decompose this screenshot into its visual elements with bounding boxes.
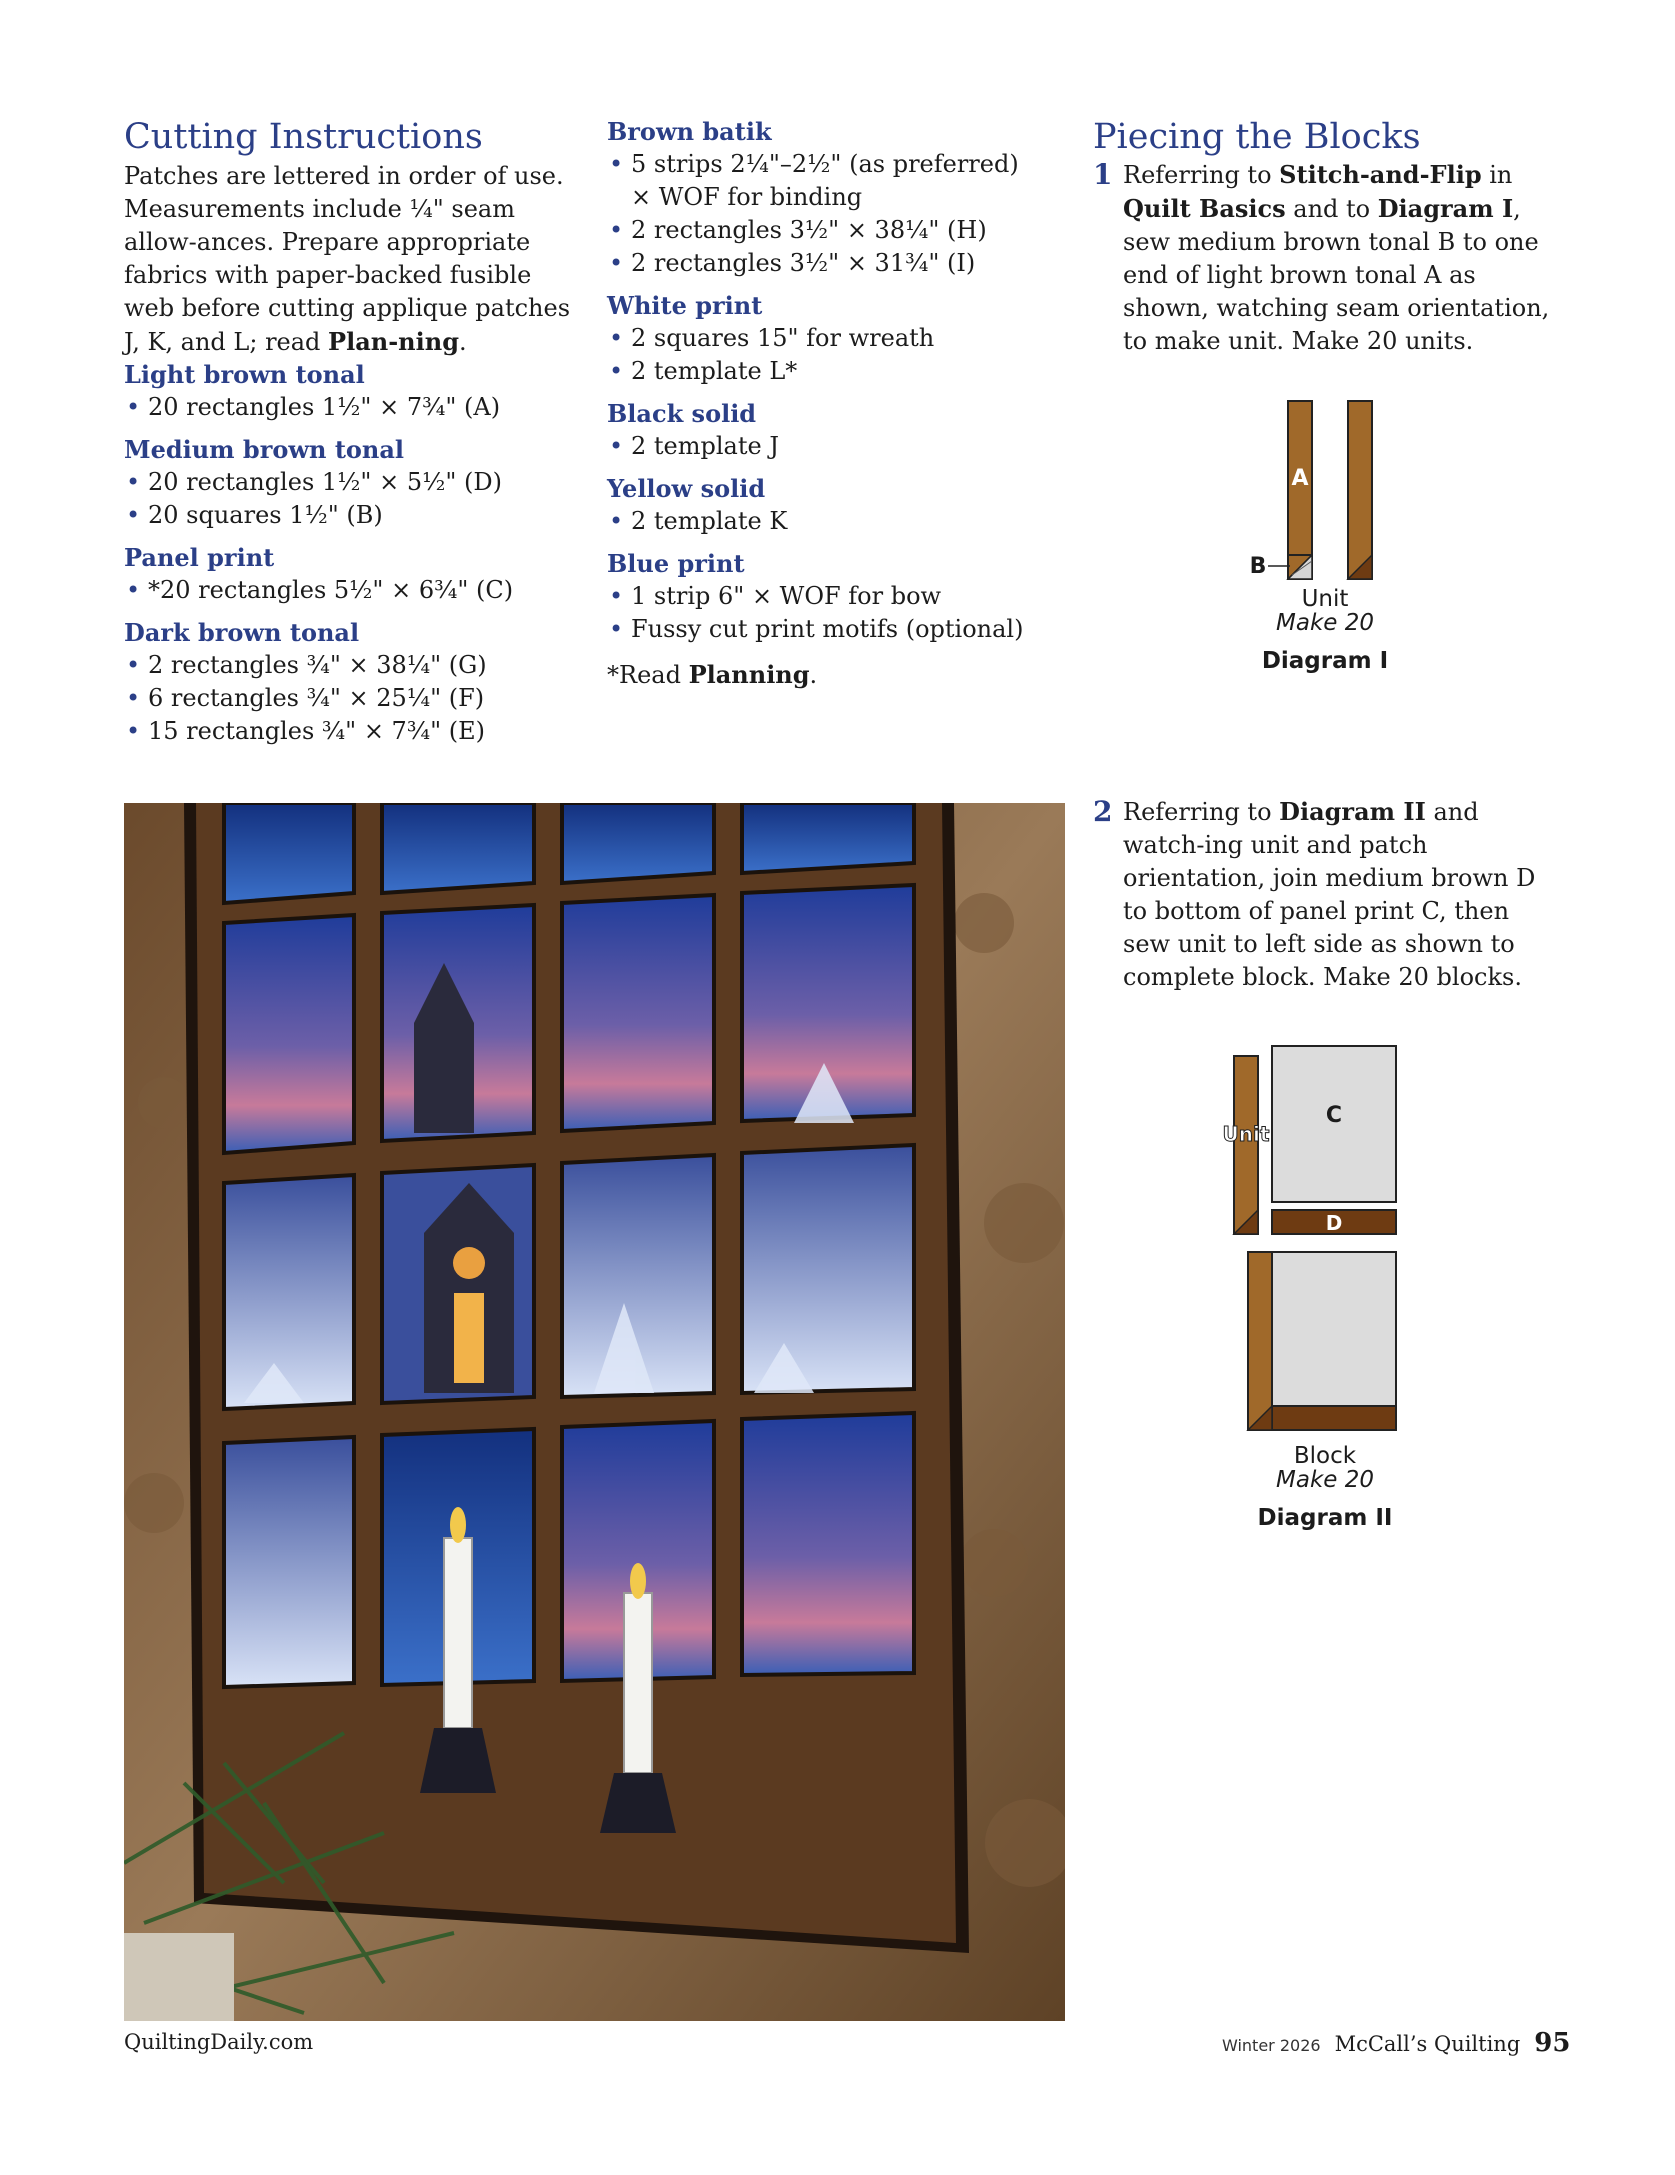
cutting-title: Cutting Instructions	[124, 117, 483, 157]
diagram-2-block: Block	[1293, 1443, 1357, 1469]
fabric-list	[124, 649, 584, 748]
fabric-heading: Black solid	[607, 399, 757, 428]
label-a: A	[1291, 466, 1309, 491]
footer-season: Winter 2026	[1222, 2036, 1321, 2055]
diagram-2-caption	[1210, 1444, 1440, 1530]
fabric-heading: White print	[607, 291, 763, 320]
fabric-groups-left	[124, 359, 584, 748]
fabric-heading: Light brown tonal	[124, 360, 365, 389]
cutting-item: • Fussy cut print motifs (optional)	[607, 613, 1027, 646]
cutting-item: • 5 strips 2¼"–2½" (as preferred) × WOF for binding	[607, 148, 1027, 214]
piecing-column	[1093, 116, 1553, 358]
fabric-list	[607, 148, 1027, 280]
label-d: D	[1325, 1211, 1343, 1235]
fabric-list	[607, 322, 1027, 388]
planning-note: *Read Planning.	[607, 660, 818, 689]
footer-magazine: McCall’s Quilting	[1334, 2032, 1521, 2056]
fabric-heading: Medium brown tonal	[124, 435, 405, 464]
step-2-text: Referring to Diagram II and watch-ing unit and patch orientation, join medium brown D to bottom of panel print C, then sew unit to left side as shown to complete block. Make 20 blocks.	[1123, 797, 1536, 991]
cutting-item: • 2 rectangles 3½" × 31¾" (I)	[607, 247, 1027, 280]
fabric-groups-mid	[607, 116, 1027, 646]
fabric-list	[124, 391, 584, 424]
cutting-item: • 15 rectangles ¾" × 7¾" (E)	[124, 715, 584, 748]
fabric-heading: Dark brown tonal	[124, 618, 360, 647]
step-1-number: 1	[1093, 158, 1113, 191]
diagram-1-make: Make 20	[1276, 610, 1374, 636]
cutting-item: • 2 rectangles 3½" × 38¼" (H)	[607, 214, 1027, 247]
label-b: B	[1249, 554, 1267, 579]
step-2-block	[1093, 795, 1553, 994]
fabric-heading: Yellow solid	[607, 474, 766, 503]
cutting-item: • 20 rectangles 1½" × 7¾" (A)	[124, 391, 584, 424]
cutting-item: • 1 strip 6" × WOF for bow	[607, 580, 1027, 613]
fabric-list	[607, 430, 1027, 463]
footer-right	[1222, 2028, 1570, 2058]
step-2	[1093, 795, 1553, 994]
step-1	[1093, 158, 1553, 358]
piecing-title: Piecing the Blocks	[1093, 117, 1421, 157]
label-unit: Unit	[1222, 1122, 1270, 1146]
diagram-2-graphic	[1210, 1040, 1440, 1440]
label-c: C	[1325, 1103, 1343, 1128]
cutting-item: • 20 rectangles 1½" × 5½" (D)	[124, 466, 584, 499]
diagram-2	[1210, 1040, 1440, 1560]
cutting-item: • 2 template J	[607, 430, 1027, 463]
cutting-item: • 2 template L*	[607, 355, 1027, 388]
footer-page-number: 95	[1534, 2028, 1571, 2058]
diagram-1-graphic	[1240, 395, 1410, 595]
cutting-column-left	[124, 116, 584, 748]
quilt-photo	[124, 803, 1065, 2021]
step-2-number: 2	[1093, 795, 1113, 828]
diagram-2-make: Make 20	[1276, 1467, 1374, 1493]
fabric-heading: Blue print	[607, 549, 745, 578]
cutting-item: • 2 squares 15" for wreath	[607, 322, 1027, 355]
diagram-1	[1240, 395, 1410, 695]
fabric-list	[124, 574, 584, 607]
unit-result	[1348, 401, 1372, 579]
cutting-item: • 20 squares 1½" (B)	[124, 499, 584, 532]
cutting-column-mid	[607, 116, 1027, 692]
cutting-intro: Patches are lettered in order of use. Measurements include ¼" seam allow-ances. Prepare appropriate fabrics with paper-backed fusible web before cutting applique patches J, K, and L; read Plan-ning.	[124, 162, 571, 356]
fabric-list	[124, 466, 584, 532]
diagram-1-unit: Unit	[1301, 586, 1349, 612]
cutting-item: • 2 template K	[607, 505, 1027, 538]
cutting-item: • 6 rectangles ¾" × 25¼" (F)	[124, 682, 584, 715]
diagram-1-caption	[1240, 587, 1410, 673]
quilt-photo-graphic	[124, 803, 1065, 2021]
fabric-heading: Panel print	[124, 543, 275, 572]
cutting-item: • *20 rectangles 5½" × 6¾" (C)	[124, 574, 584, 607]
fabric-list	[607, 505, 1027, 538]
diagram-1-title: Diagram I	[1261, 648, 1389, 674]
fabric-heading: Brown batik	[607, 117, 772, 146]
step-1-text: Referring to Stitch-and-Flip in Quilt Basics and to Diagram I, sew medium brown tonal B to one end of light brown tonal A as shown, watching seam orientation, to make unit. Make 20 units.	[1123, 160, 1550, 355]
diagram-2-title: Diagram II	[1257, 1505, 1393, 1531]
fabric-list	[607, 580, 1027, 646]
footer-site: QuiltingDaily.com	[124, 2030, 314, 2054]
cutting-item: • 2 rectangles ¾" × 38¼" (G)	[124, 649, 584, 682]
